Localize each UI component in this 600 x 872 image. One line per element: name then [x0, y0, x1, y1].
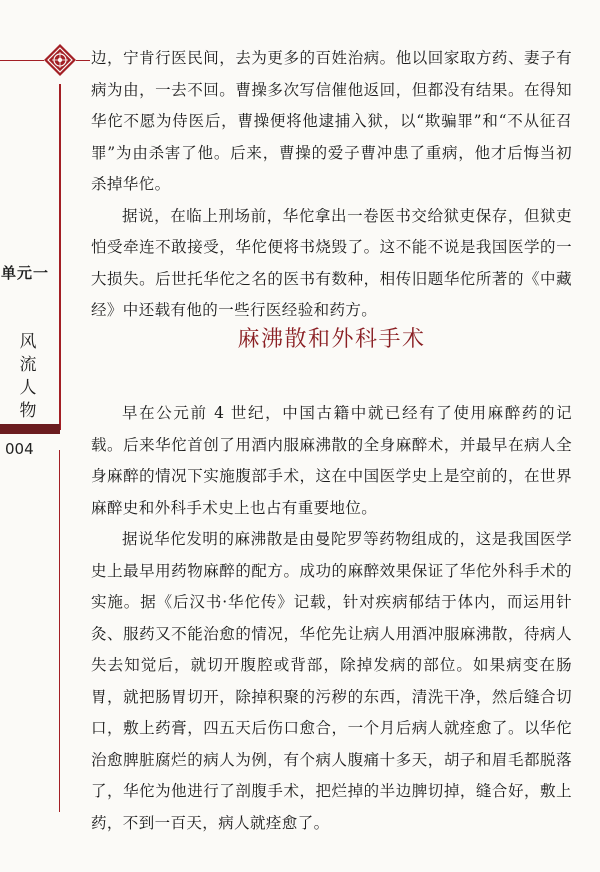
paragraph: 边，宁肯行医民间，去为更多的百姓治病。他以回家取方药、妻子有病为由，一去不回。曹操多次写信催他返回，但都没有结果。在得知华佗不愿为侍医后，曹操便将他逮捕入狱，以“欺骗罪”和“不从征召罪”为由杀害了他。后来，曹操的爱子曹冲患了重病，他才后悔当初杀掉华佗。: [91, 49, 572, 193]
top-rule-left: [0, 60, 44, 61]
text-block-top: [91, 43, 572, 327]
section-heading: 麻沸散和外科手术: [237, 327, 426, 352]
paragraph: 据说华佗发明的麻沸散是由曼陀罗等药物组成的，这是我国医学史上最早用药物麻醉的配方。成功的麻醉效果保证了华佗外科手术的实施。据《后汉书·华佗传》记载，针对疾病郁结于体内，而运用针灸、服药又不能治愈的情况，华佗先让病人用酒冲服麻沸散，待病人失去知觉后，就切开腹腔或背部，除掉发病的部位。如果病变在肠胃，就把肠胃切开，除掉积聚的污秽的东西，清洗干净，然后缝合切口，敷上药膏，四五天后伤口愈合，一个月后病人就痊愈了。以华佗治愈脾脏腐烂的病人为例，有个病人腹痛十多天，胡子和眉毛都脱落了，华佗为他进行了剖腹手术，把烂掉的半边脾切掉，缝合好，敷上药，不到一百天，病人就痊愈了。: [91, 530, 572, 832]
paragraph: 早在公元前 4 世纪，中国古籍中就已经有了使用麻醉药的记载。后来华佗首创了用酒内服麻沸散的全身麻醉术，并最早在病人全身麻醉的情况下实施腹部手术，这在中国医学史上是空前的，在世界麻醉史和外科手术史上也占有重要地位。: [91, 404, 572, 517]
ornament-icon: [43, 43, 77, 77]
margin-rule-upper: [59, 84, 61, 430]
unit-label: [0, 262, 50, 284]
topic-text: 风流人物: [15, 332, 36, 424]
paragraph: 据说，在临上刑场前，华佗拿出一卷医书交给狱吏保存，但狱吏怕受牵连不敢接受，华佗便将书烧毁了。这不能不说是我国医学的一大损失。后世托华佗之名的医书有数种，相传旧题华佗所著的《中藏经》中还载有他的一些行医经验和药方。: [91, 206, 572, 319]
top-rule-right: [76, 60, 90, 61]
text-block-bottom: [91, 398, 572, 839]
margin-rule-lower: [59, 450, 60, 812]
page-band: [0, 424, 60, 434]
unit-text: 单元一: [0, 264, 49, 282]
topic-label: [0, 332, 50, 432]
page-number: 004: [5, 440, 34, 458]
